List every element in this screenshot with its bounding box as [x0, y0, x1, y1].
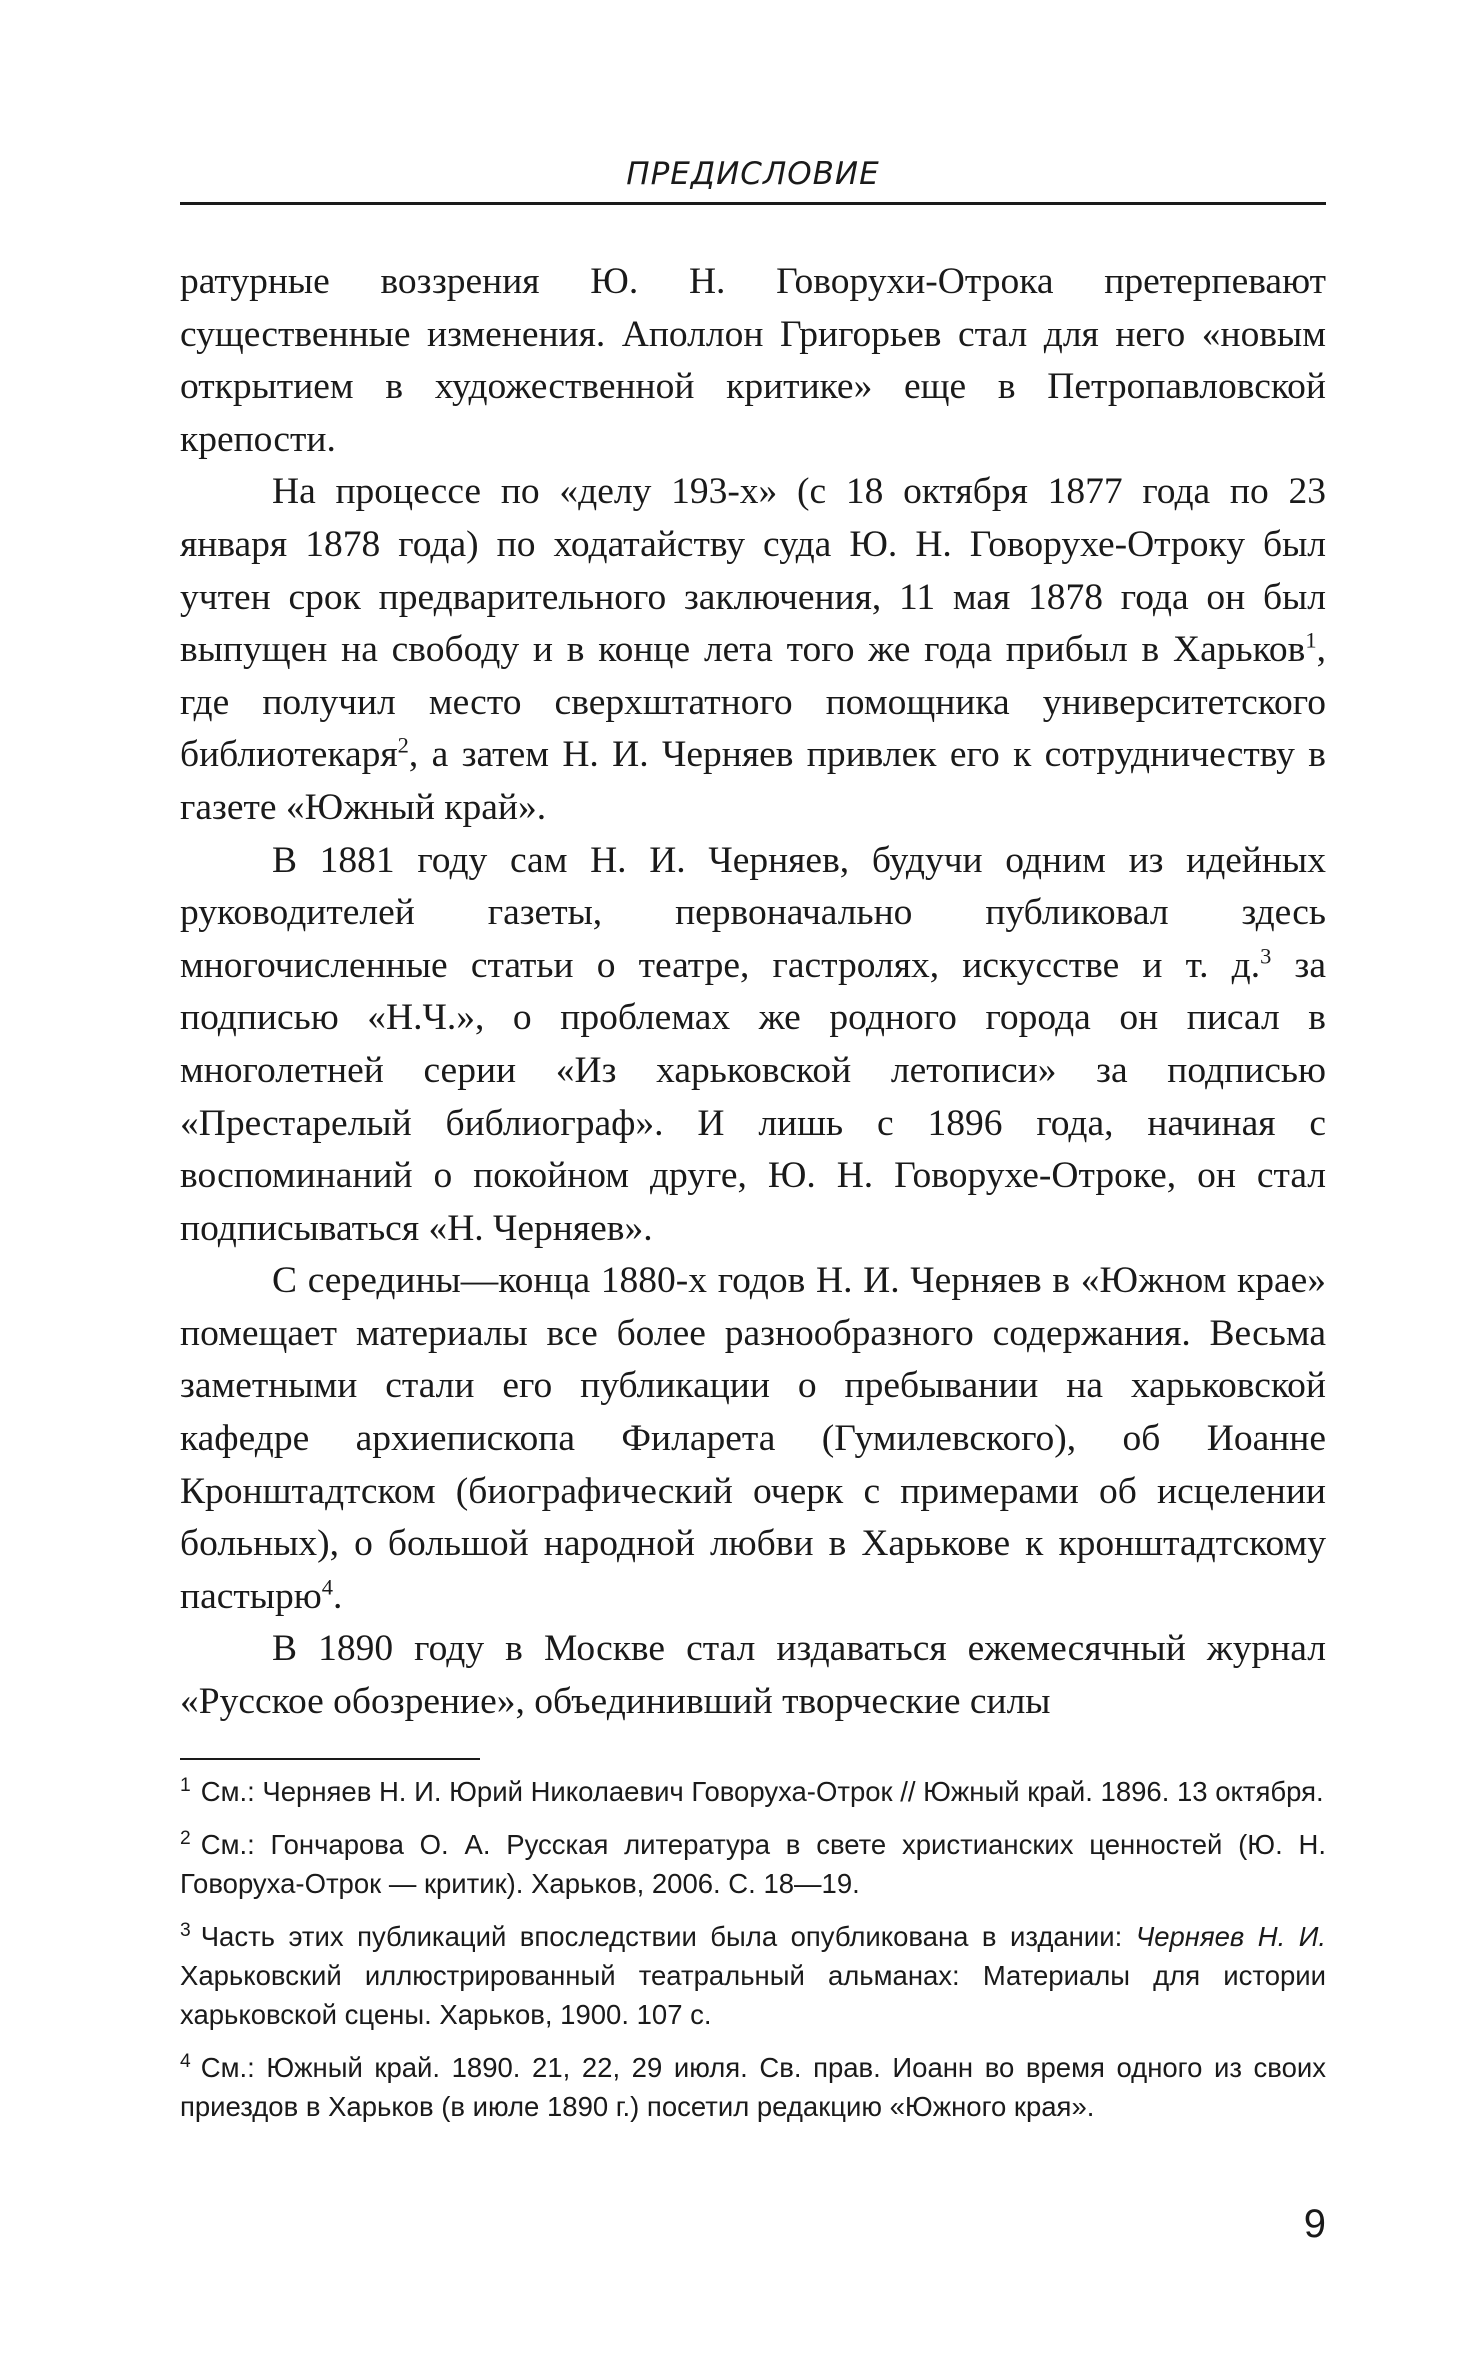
footnote-text: См.: Южный край. 1890. 21, 22, 29 июля. Св. прав. Иоанн во время одного из своих приездов в Харьков (в июле 1890 г.) посетил редакцию «Южного края».: [180, 2052, 1326, 2122]
paragraph-1: [180, 256, 1326, 466]
footnote-ref-2[interactable]: 2: [397, 732, 409, 758]
paragraph-text: На процессе по «делу 193-х» (с 18 октября 1877 года по 23 января 1878 года) по ходатайству суда Ю. Н. Говорухе-Отроку был учтен срок предварительного заключения, 11 мая 1878 года он был выпущен на свободу и в конце лета того же года прибыл в Харьков: [180, 471, 1326, 671]
footnote-text: Харьковский иллюстрированный театральный альманах: Материалы для истории харьковской сцены. Харьков, 1900. 107 с.: [180, 1960, 1326, 2030]
page-number: 9: [1303, 2202, 1326, 2246]
main-text: [180, 256, 1326, 1729]
footnote-ref-1[interactable]: 1: [1305, 627, 1317, 653]
footnote-number: 3: [180, 1919, 191, 1941]
footnote-number: 1: [180, 1774, 191, 1796]
footnote-ref-3[interactable]: 3: [1260, 943, 1272, 969]
paragraph-text: В 1890 году в Москве стал издаваться ежемесячный журнал «Русское обозрение», объединивший творческие силы: [180, 1628, 1326, 1723]
paragraph-text: С середины—конца 1880-х годов Н. И. Черняев в «Южном крае» помещает материалы все более разнообразного содержания. Весьма заметными стали его публикации о пребывании на харьковской кафедре архиепископа Филарета (Гумилевского), об Иоанне Кронштадтском (биографический очерк с примерами об исцелении больных), о большой народной любви в Харькове к кронштадтскому пастырю: [180, 1260, 1326, 1617]
footnote-text: Часть этих публикаций впоследствии была опубликована в издании:: [200, 1921, 1136, 1952]
footnote-author: Черняев Н. И.: [1135, 1921, 1327, 1952]
footnote-3: [180, 1917, 1326, 2034]
footnotes: [180, 1772, 1326, 2140]
paragraph-text: .: [332, 1575, 343, 1617]
running-header-title: ПРЕДИСЛОВИЕ: [626, 156, 880, 192]
footnote-number: 2: [180, 1827, 191, 1849]
running-header: [180, 150, 1326, 205]
footnote-2: [180, 1825, 1326, 1903]
paragraph-5: [180, 1623, 1326, 1728]
footnote-text: См.: Гончарова О. А. Русская литература в свете христианских ценностей (Ю. Н. Говоруха-Отрок — критик). Харьков, 2006. С. 18—19.: [180, 1829, 1326, 1899]
footnote-1: [180, 1772, 1326, 1811]
paragraph-text: В 1881 году сам Н. И. Черняев, будучи одним из идейных руководителей газеты, первоначально публиковал здесь многочисленные статьи о театре, гастролях, искусстве и т. д.: [180, 839, 1326, 986]
footnote-number: 4: [180, 2050, 191, 2072]
footnote-4: [180, 2048, 1326, 2126]
paragraph-text: ратурные воззрения Ю. Н. Говорухи-Отрока претерпевают существенные изменения. Аполлон Григорьев стал для него «новым открытием в художественной критике» еще в Петропавловской крепости.: [180, 261, 1326, 460]
paragraph-4: [180, 1255, 1326, 1623]
footnote-text: См.: Черняев Н. И. Юрий Николаевич Говоруха-Отрок // Южный край. 1896. 13 октября.: [200, 1776, 1324, 1807]
paragraph-text: , а затем Н. И. Черняев привлек его к сотрудничеству в газете «Южный край».: [180, 734, 1326, 828]
paragraph-text: за подписью «Н.Ч.», о проблемах же родного города он писал в многолетней серии «Из харьковской летописи» за подписью «Престарелый библиограф». И лишь с 1896 года, начиная с воспоминаний о покойном друге, Ю. Н. Говорухе-Отроке, он стал подписываться «Н. Черняев».: [180, 944, 1326, 1249]
footnote-separator: [180, 1758, 480, 1760]
paragraph-text: , где получил место сверхштатного помощника университетского библиотекаря: [180, 629, 1326, 776]
footnote-ref-4[interactable]: 4: [321, 1574, 333, 1600]
paragraph-2: [180, 466, 1326, 834]
paragraph-3: [180, 835, 1326, 1256]
